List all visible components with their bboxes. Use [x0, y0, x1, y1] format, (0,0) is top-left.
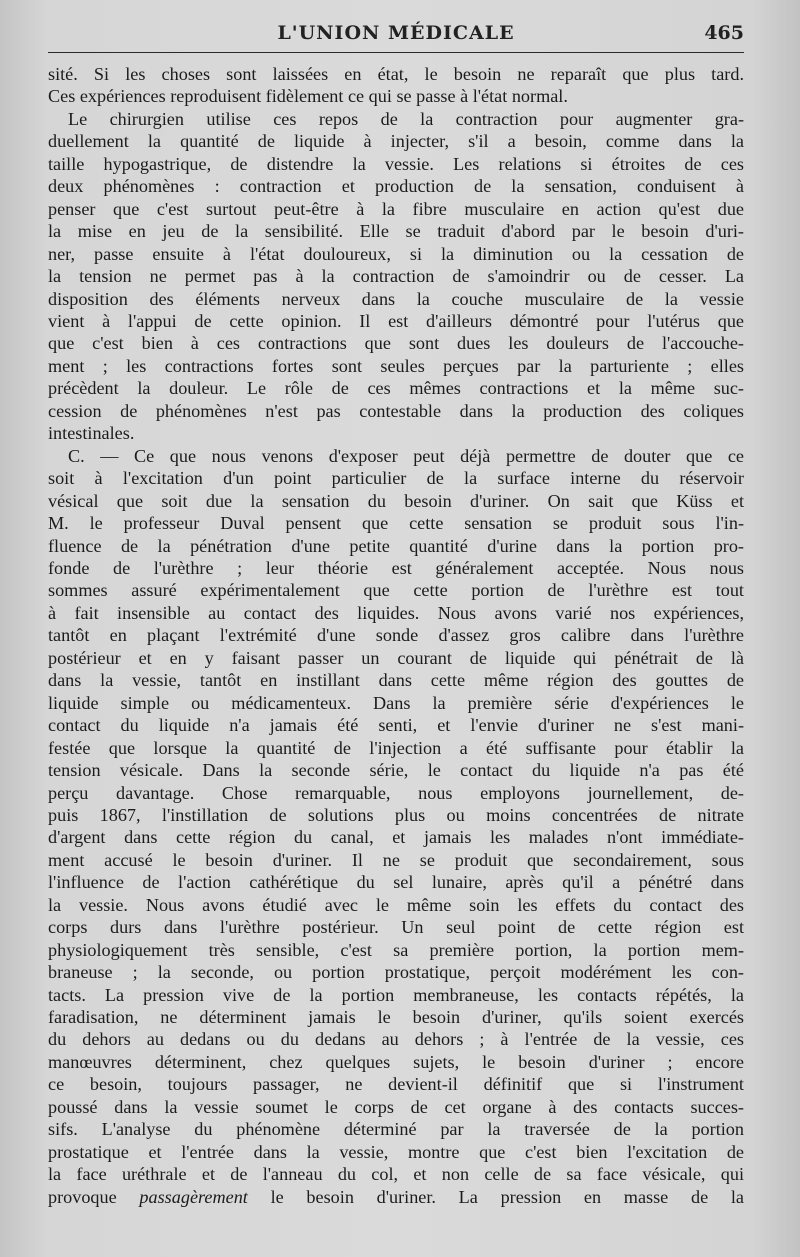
text-line: que c'est bien à ces contractions que sont dues les douleurs de l'accouche-	[48, 333, 744, 354]
text-line: penser que c'est surtout peut-être à la fibre musculaire en action qu'est due	[48, 198, 744, 219]
text-line: postérieur et en y faisant passer un courant de liquide qui pénétrait de là	[48, 647, 744, 668]
text-line: intestinales.	[48, 423, 135, 444]
text-line: sité. Si les choses sont laissées en état, le besoin ne reparaît que plus tard.	[48, 64, 744, 84]
body-text	[48, 63, 744, 1208]
text-line: disposition des éléments nerveux dans la couche musculaire de la vessie	[48, 288, 744, 309]
text-line: sommes assuré expérimentalement que cette portion de l'urèthre est tout	[48, 580, 744, 601]
text-line: dans la vessie, tantôt en instillant dans cette même région des gouttes de	[48, 670, 744, 691]
text-line: ce besoin, toujours passager, ne devient-il définitif que si l'instrument	[48, 1074, 744, 1095]
text-line: Le chirurgien utilise ces repos de la contraction pour augmenter gra-	[68, 108, 744, 129]
text-line: la face uréthrale et de l'anneau du col, et non celle de sa face vésicale, qui	[48, 1164, 744, 1185]
text-run: provoque	[48, 1186, 140, 1207]
text-line: la vessie. Nous avons étudié avec le même soin les effets du contact des	[48, 894, 744, 915]
text-line: tantôt en plaçant l'extrémité d'une sonde d'assez gros calibre dans l'urèthre	[48, 625, 744, 646]
text-line: ment ; les contractions fortes sont seules perçues par la parturiente ; elles	[48, 355, 744, 376]
text-line: festée que lorsque la quantité de l'injection a été suffisante pour établir la	[48, 737, 744, 758]
text-line: sifs. L'analyse du phénomène déterminé par la traversée de la portion	[48, 1119, 744, 1140]
header-rule	[48, 52, 744, 53]
text-line: poussé dans la vessie soumet le corps de cet organe à des contacts succes-	[48, 1096, 744, 1117]
text-run: le besoin d'uriner. La pression en masse de la	[247, 1186, 744, 1207]
text-line: du dehors au dedans ou du dedans au dehors ; à l'entrée de la vessie, ces	[48, 1029, 744, 1050]
text-line	[48, 1186, 744, 1208]
text-line: ner, passe ensuite à l'état douloureux, si la diminution ou la cessation de	[48, 243, 744, 264]
text-line: précèdent la douleur. Le rôle de ces mêmes contractions et la même suc-	[48, 378, 744, 399]
text-line: la mise en jeu de la sensibilité. Elle se traduit d'abord par le besoin d'uri-	[48, 221, 744, 242]
text-line: fonde de l'urèthre ; leur théorie est généralement acceptée. Nous nous	[48, 557, 744, 578]
text-line: la tension ne permet pas à la contraction de s'amoindrir ou de cesser. La	[48, 266, 744, 287]
running-title: L'UNION MÉDICALE	[277, 22, 515, 44]
paragraph	[48, 108, 744, 445]
text-line: Ces expériences reproduisent fidèlement ce qui se passe à l'état normal.	[48, 86, 568, 107]
text-line: perçu davantage. Chose remarquable, nous employons journellement, de-	[48, 782, 744, 803]
text-line: C. — Ce que nous venons d'exposer peut déjà permettre de douter que ce	[68, 445, 744, 466]
text-line: corps durs dans l'urèthre postérieur. Un seul point de cette région est	[48, 917, 744, 938]
page-header	[48, 22, 744, 52]
paragraph	[48, 445, 744, 1208]
text-line: prostatique et l'entrée dans la vessie, montre que c'est bien l'excitation de	[48, 1141, 744, 1162]
paragraph	[48, 63, 744, 108]
text-line: M. le professeur Duval pensent que cette sensation se produit sous l'in-	[48, 513, 744, 534]
text-line: tension vésicale. Dans la seconde série, le contact du liquide n'a pas été	[48, 760, 744, 781]
text-line: cession de phénomènes n'est pas contestable dans la production des coliques	[48, 400, 744, 421]
text-line: duellement la quantité de liquide à injecter, s'il a besoin, comme dans la	[48, 131, 744, 152]
text-line: physiologiquement très sensible, c'est sa première portion, la portion mem-	[48, 939, 744, 960]
italic-word: passagèrement	[139, 1186, 248, 1207]
text-line: fluence de la pénétration d'une petite quantité d'urine dans la portion pro-	[48, 535, 744, 556]
text-line: deux phénomènes : contraction et production de la sensation, conduisent à	[48, 176, 744, 197]
text-line: manœuvres déterminent, chez quelques sujets, le besoin d'uriner ; encore	[48, 1051, 744, 1072]
text-line: taille hypogastrique, de distendre la vessie. Les relations si étroites de ces	[48, 153, 744, 174]
text-line: l'influence de l'action cathérétique du sel lunaire, après qu'il a pénétré dans	[48, 872, 744, 893]
text-line: à fait insensible au contact des liquides. Nous avons varié nos expériences,	[48, 602, 744, 623]
text-line: braneuse ; la seconde, ou portion prostatique, perçoit modérément les con-	[48, 962, 744, 983]
text-line: contact du liquide n'a jamais été senti, et l'envie d'uriner ne s'est mani-	[48, 715, 744, 736]
page-number: 465	[704, 22, 744, 44]
text-line: faradisation, ne déterminent jamais le besoin d'uriner, qu'ils soient exercés	[48, 1007, 744, 1028]
text-line: ment accusé le besoin d'uriner. Il ne se produit que secondairement, sous	[48, 849, 744, 870]
text-line: tacts. La pression vive de la portion membraneuse, les contacts répétés, la	[48, 984, 744, 1005]
text-line: vient à l'appui de cette opinion. Il est d'ailleurs démontré pour l'utérus que	[48, 310, 744, 331]
text-line: d'argent dans cette région du canal, et jamais les malades n'ont immédiate-	[48, 827, 744, 848]
text-line: puis 1867, l'instillation de solutions plus ou moins concentrées de nitrate	[48, 804, 744, 825]
text-line: vésical que soit due la sensation du besoin d'uriner. On sait que Küss et	[48, 490, 744, 511]
text-line: soit à l'excitation d'un point particulier de la surface interne du réservoir	[48, 468, 744, 489]
text-line: liquide simple ou médicamenteux. Dans la première série d'expériences le	[48, 692, 744, 713]
